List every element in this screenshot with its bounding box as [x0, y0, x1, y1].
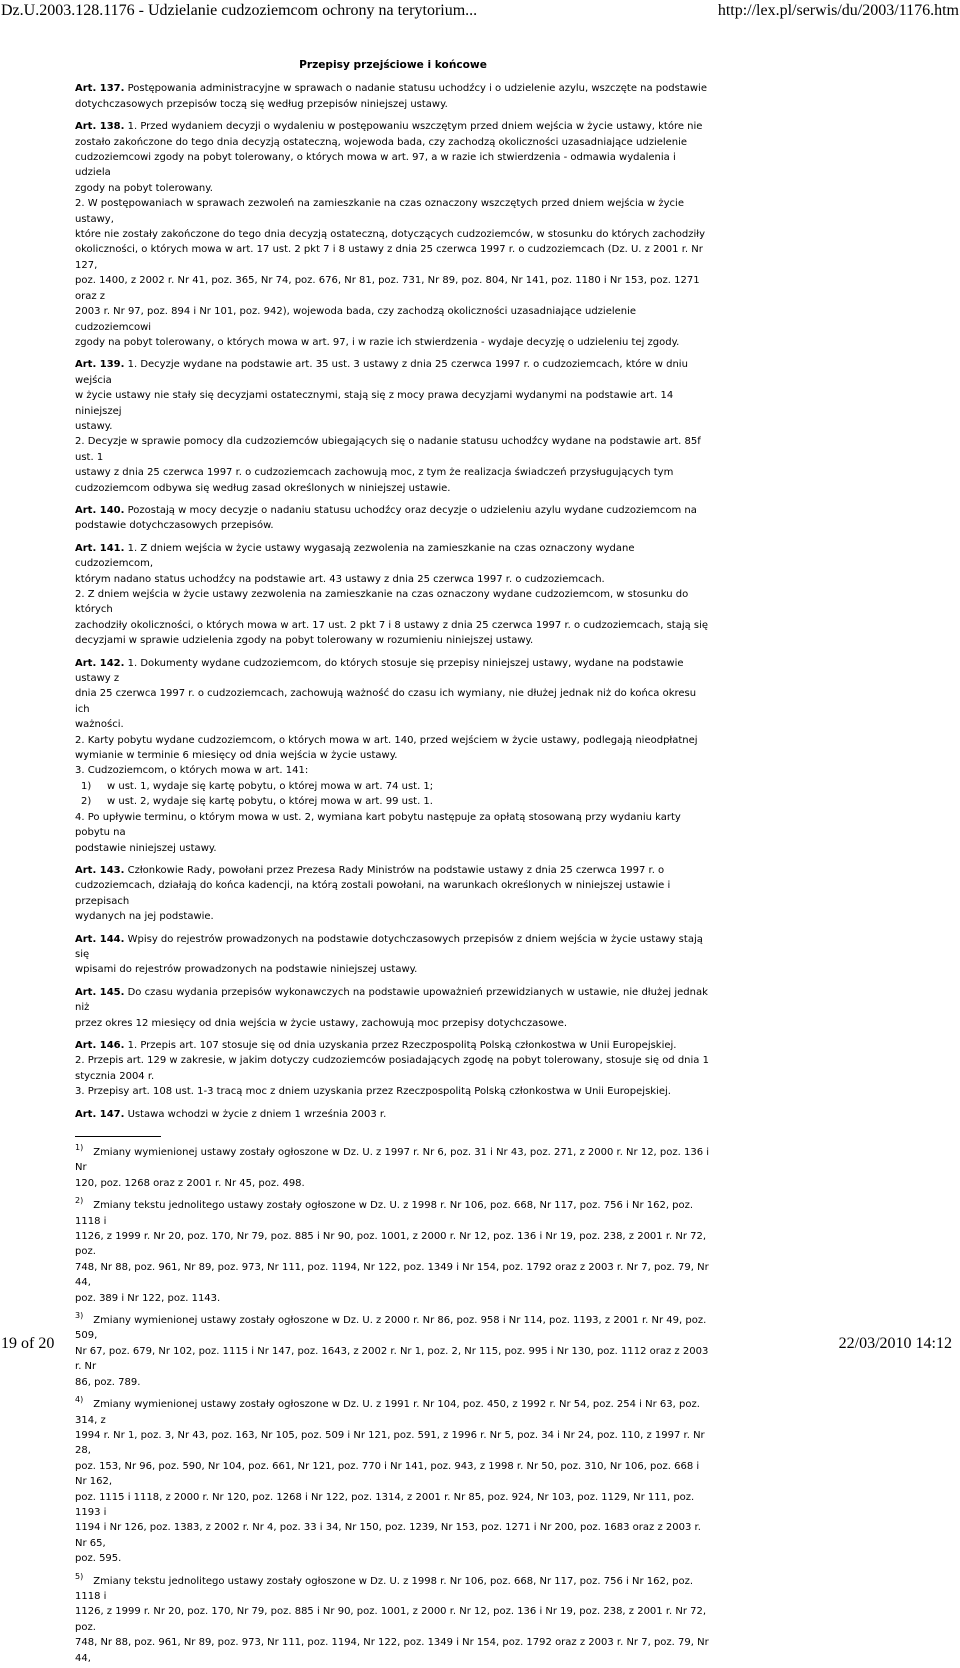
article-line	[75, 357, 711, 388]
article-text: 2. Przepis art. 129 w zakresie, w jakim dotyczy cudzoziemców posiadających zgodę na pobyt tolerowany, stosuje się od dnia 1	[75, 1055, 709, 1067]
footnote	[75, 1140, 711, 1191]
article-text: wpisami do rejestrów prowadzonych na podstawie niniejszej ustawy.	[75, 964, 418, 976]
footnote-text: poz. 1115 i 1118, z 2000 r. Nr 120, poz. 1268 i Nr 122, poz. 1314, z 2001 r. Nr 85, poz. 924, Nr 103, poz. 1129, Nr 111, poz. 1193 i	[75, 1491, 695, 1518]
article-text: cudzoziemcowi zgody na pobyt tolerowany, o których mowa w art. 97, a w razie ich stwierdzenia - odmawia wydalenia i udziela	[75, 152, 676, 179]
article-block	[75, 985, 711, 1031]
article-label: Art. 138.	[75, 121, 125, 133]
footnote-line	[75, 1308, 711, 1344]
article-line	[75, 196, 711, 227]
article-line	[75, 962, 711, 977]
article-block	[75, 119, 711, 350]
article-line	[75, 97, 711, 112]
article-line	[75, 304, 711, 335]
article-text: Pozostają w mocy decyzje o nadaniu statusu uchodźcy oraz decyzje o udzieleniu azylu wydane cudzoziemcom na	[127, 504, 697, 516]
article-text: ważności.	[75, 719, 124, 731]
article-text: 2. W postępowaniach w sprawach zezwoleń na zamieszkanie na czas oznaczony wszczętych przed dniem wejścia w życie ustawy,	[75, 198, 684, 225]
footnote-number: 1)	[75, 1143, 84, 1152]
article-text: podstawie dotychczasowych przepisów.	[75, 520, 274, 532]
footnote-text: Zmiany wymienionej ustawy zostały ogłoszone w Dz. U. z 1997 r. Nr 6, poz. 31 i Nr 43, poz. 271, z 2000 r. Nr 12, poz. 136 i Nr	[75, 1147, 710, 1174]
article-text: w życie ustawy nie stały się decyzjami ostatecznymi, stają się z mocy prawa decyzjami wydanymi na podstawie art. 14 niniejszej	[75, 390, 674, 417]
list-item-number: 2)	[81, 796, 92, 808]
article-text: ustawy z dnia 25 czerwca 1997 r. o cudzoziemcach zachowują moc, z tym że realizacja świadczeń przysługujących tym	[75, 467, 674, 479]
footnote-line	[75, 1375, 711, 1390]
footnote-line	[75, 1344, 711, 1375]
footnote-line	[75, 1229, 711, 1260]
footnote-text: 1126, z 1999 r. Nr 20, poz. 170, Nr 79, poz. 885 i Nr 90, poz. 1001, z 2000 r. Nr 12, poz. 136 i Nr 19, poz. 238, z 2001 r. Nr 72, poz.	[75, 1606, 707, 1633]
footnote-line	[75, 1193, 711, 1229]
footnote-text: poz. 153, Nr 96, poz. 590, Nr 104, poz. 661, Nr 121, poz. 770 i Nr 141, poz. 943, z 1998 r. Nr 50, poz. 310, Nr 106, poz. 668 i Nr 162,	[75, 1460, 700, 1488]
article-line	[75, 733, 711, 748]
article-text: 1. Decyzje wydane na podstawie art. 35 ust. 3 ustawy z dnia 25 czerwca 1997 r. o cudzoziemcach, które w dniu wejścia	[75, 359, 688, 386]
footnote-number: 4)	[75, 1395, 84, 1405]
footnote-text: 1994 r. Nr 1, poz. 3, Nr 43, poz. 163, Nr 105, poz. 509 i Nr 121, poz. 591, z 1996 r. Nr 5, poz. 34 i Nr 24, poz. 110, z 1997 r. Nr 28,	[75, 1429, 705, 1457]
article-label: Art. 140.	[75, 504, 125, 516]
article-text: Członkowie Rady, powołani przez Prezesa Rady Ministrów na podstawie ustawy z dnia 25 czerwca 1997 r. o	[127, 864, 665, 876]
article-label: Art. 144.	[75, 933, 125, 945]
footnote-line	[75, 1490, 711, 1521]
article-text: 3. Przepisy art. 108 ust. 1-3 tracą moc z dniem uzyskania przez Rzeczpospolitą Polską członkostwa w Unii Europejskiej.	[75, 1086, 671, 1098]
article-line: podstawie niniejszej ustawy.	[75, 842, 217, 854]
article-line	[75, 748, 711, 763]
article-line	[75, 717, 711, 732]
article-text: przez okres 12 miesięcy od dnia wejścia w życie ustawy, zachowują moc przepisy dotychczasowe.	[75, 1017, 568, 1029]
article-text: wymianie w terminie 6 miesięcy od dnia wejścia w życie ustawy.	[75, 750, 398, 762]
footnote-line	[75, 1569, 711, 1605]
page-header-url: http://lex.pl/serwis/du/2003/1176.htm	[717, 2, 959, 19]
article-line	[75, 878, 711, 909]
article-block	[75, 1107, 711, 1122]
article-line	[75, 863, 711, 878]
footnote	[75, 1308, 711, 1390]
article-text: zgody na pobyt tolerowany, o których mowa w art. 97, i w razie ich stwierdzenia - wydaje decyzję o udzieleniu tej zgody.	[75, 336, 680, 348]
article-line	[75, 181, 711, 196]
article-text: dnia 25 czerwca 1997 r. o cudzoziemcach, zachowują ważność do czasu ich wymiany, nie dłużej jednak niż do końca okresu ich	[75, 688, 697, 715]
document-body	[75, 58, 711, 1668]
article-line	[75, 81, 711, 96]
article-line	[75, 135, 711, 150]
footnotes-list	[75, 1140, 711, 1666]
footnote-line	[75, 1520, 711, 1551]
article-line	[75, 1038, 711, 1053]
footnote-text: Zmiany tekstu jednolitego ustawy zostały ogłoszone w Dz. U. z 1998 r. Nr 106, poz. 668, Nr 117, poz. 756 i Nr 162, poz. 1118 i	[75, 1575, 694, 1602]
article-line	[75, 656, 711, 687]
article-text: 2. Z dniem wejścia w życie ustawy zezwolenia na zamieszkanie na czas oznaczony wydane cudzoziemcom, w stosunku do których	[75, 589, 689, 616]
article-label: Art. 146.	[75, 1039, 125, 1051]
chapter-title: Przepisy przejściowe i końcowe	[299, 59, 487, 71]
list-item-text: w ust. 1, wydaje się kartę pobytu, o której mowa w art. 74 ust. 1;	[107, 780, 434, 792]
article-text: cudzoziemcach, działają do końca kadencji, na którą zostali powołani, na warunkach określonych w niniejszej ustawie i przepisach	[75, 880, 671, 907]
footnote-text: 1126, z 1999 r. Nr 20, poz. 170, Nr 79, poz. 885 i Nr 90, poz. 1001, z 2000 r. Nr 12, poz. 136 i Nr 19, poz. 238, z 2001 r. Nr 72, poz.	[75, 1231, 707, 1258]
article-text: które nie zostały zakończone do tego dnia decyzją ostateczną, dotyczących cudzoziemców, w stosunku do których zachodziły	[75, 229, 705, 241]
article-line	[75, 763, 711, 778]
article-block	[75, 541, 711, 649]
article-line	[75, 1107, 711, 1122]
article-text: zachodziły okoliczności, o których mowa w art. 17 ust. 2 pkt 7 i 8 ustawy z dnia 25 czerwca 1997 r. o cudzoziemcach, stają się	[75, 619, 709, 631]
article-line	[75, 481, 711, 496]
article-text: stycznia 2004 r.	[75, 1070, 155, 1082]
article-text: dotychczasowych przepisów toczą się według przepisów niniejszej ustawy.	[75, 98, 448, 110]
footnote-line	[75, 1140, 711, 1176]
footnote	[75, 1193, 711, 1306]
list-item	[75, 794, 711, 809]
footnote-number: 2)	[75, 1196, 84, 1206]
article-text: Wpisy do rejestrów prowadzonych na podstawie dotychczasowych przepisów z dniem wejścia w życie ustawy stają się	[75, 933, 703, 960]
print-datetime: 22/03/2010 14:12	[838, 1335, 952, 1352]
article-text: cudzoziemcom odbywa się według zasad określonych w niniejszej ustawie.	[75, 482, 451, 494]
article-line	[75, 985, 711, 1016]
article-text: Ustawa wchodzi w życie z dniem 1 września 2003 r.	[127, 1108, 387, 1120]
footnote-line	[75, 1291, 711, 1306]
article-line	[75, 1084, 711, 1099]
article-text: decyzjami w sprawie udzielenia zgody na pobyt tolerowany w rozumieniu niniejszej ustawy.	[75, 635, 534, 647]
footnote-line	[75, 1604, 711, 1635]
footnote-number: 3)	[75, 1311, 84, 1321]
article-line	[75, 335, 711, 350]
page-header-title: Dz.U.2003.128.1176 - Udzielanie cudzoziemcom ochrony na terytorium...	[1, 2, 478, 19]
article-block	[75, 863, 711, 925]
footnote-number: 5)	[75, 1571, 84, 1581]
article-text: 2. Karty pobytu wydane cudzoziemcom, o których mowa w art. 140, przed wejściem w życie ustawy, podlegają nieodpłatnej	[75, 734, 698, 746]
footnote-line	[75, 1551, 711, 1566]
article-line	[75, 388, 711, 419]
footnote-text: Zmiany wymienionej ustawy zostały ogłoszone w Dz. U. z 1991 r. Nr 104, poz. 450, z 1992 r. Nr 54, poz. 254 i Nr 63, poz. 314, z	[75, 1399, 700, 1426]
article-text: Do czasu wydania przepisów wykonawczych na podstawie upoważnień przewidzianych w ustawie, nie dłużej jednak niż	[75, 986, 708, 1014]
article-label: Art. 147.	[75, 1108, 125, 1120]
articles-list	[75, 81, 711, 1122]
article-label: Art. 145.	[75, 986, 125, 998]
footnote-line	[75, 1635, 711, 1666]
footnote	[75, 1392, 711, 1566]
list-item-text: w ust. 2, wydaje się kartę pobytu, o której mowa w art. 99 ust. 1.	[107, 796, 433, 808]
article-text: 2. Decyzje w sprawie pomocy dla cudzoziemców ubiegających się o nadanie statusu uchodźcy wydane na podstawie art. 85f ust. 1	[75, 436, 701, 463]
article-block	[75, 932, 711, 978]
article-line	[75, 909, 711, 924]
article-block	[75, 81, 711, 112]
footnote-line	[75, 1392, 711, 1428]
article-line	[75, 686, 711, 717]
article-line	[75, 1053, 711, 1068]
article-text: poz. 1400, z 2002 r. Nr 41, poz. 365, Nr 74, poz. 676, Nr 81, poz. 731, Nr 89, poz. 804, Nr 141, poz. 1180 i Nr 153, poz. 1271 oraz z	[75, 275, 700, 302]
article-line	[75, 932, 711, 963]
article-text: którym nadano status uchodźcy na podstawie art. 43 ustawy z dnia 25 czerwca 1997 r. o cudzoziemcach.	[75, 573, 605, 585]
article-line	[75, 633, 711, 648]
footnote-text: 748, Nr 88, poz. 961, Nr 89, poz. 973, Nr 111, poz. 1194, Nr 122, poz. 1349 i Nr 154, poz. 1792 oraz z 2003 r. Nr 7, poz. 79, Nr 44,	[75, 1637, 709, 1664]
article-line	[75, 227, 711, 242]
footnote-separator	[75, 1136, 161, 1137]
article-block	[75, 503, 711, 534]
article-line	[75, 541, 711, 572]
article-line: 4. Po upływie terminu, o którym mowa w ust. 2, wymiana kart pobytu następuje za opłatą stosowaną przy wydaniu karty pobytu na	[75, 811, 681, 839]
article-text: 1. Przed wydaniem decyzji o wydaleniu w postępowaniu wszczętym przed dniem wejścia w życie ustawy, które nie	[127, 121, 703, 133]
article-block	[75, 357, 711, 496]
footnote-text: 748, Nr 88, poz. 961, Nr 89, poz. 973, Nr 111, poz. 1194, Nr 122, poz. 1349 i Nr 154, poz. 1792 oraz z 2003 r. Nr 7, poz. 79, Nr 44,	[75, 1261, 709, 1289]
footnote-text: 120, poz. 1268 oraz z 2001 r. Nr 45, poz. 498.	[75, 1177, 305, 1189]
article-line	[75, 572, 711, 587]
article-text: Postępowania administracyjne w sprawach o nadanie statusu uchodźcy i o udzielenie azylu, wszczęte na podstawie	[127, 83, 707, 95]
article-line	[75, 587, 711, 618]
article-line	[75, 465, 711, 480]
article-label: Art. 143.	[75, 864, 125, 876]
footnote-line	[75, 1176, 711, 1191]
article-line	[75, 119, 711, 134]
footnote-text: 1194 i Nr 126, poz. 1383, z 2002 r. Nr 4, poz. 33 i 34, Nr 150, poz. 1239, Nr 153, poz. 1271 i Nr 200, poz. 1683 oraz z 2003 r. Nr 65,	[75, 1522, 701, 1549]
article-line	[75, 503, 711, 518]
footnote	[75, 1569, 711, 1666]
article-text: 1. Dokumenty wydane cudzoziemcom, do których stosuje się przepisy niniejszej ustawy, wydane na podstawie ustawy z	[75, 657, 684, 685]
article-text: zostało zakończone do tego dnia decyzją ostateczną, wojewoda bada, czy zachodzą okoliczności uzasadniające udzielenie	[75, 136, 688, 148]
footnote-text: Zmiany tekstu jednolitego ustawy zostały ogłoszone w Dz. U. z 1998 r. Nr 106, poz. 668, Nr 117, poz. 756 i Nr 162, poz. 1118 i	[75, 1200, 694, 1227]
footnote-line	[75, 1260, 711, 1291]
article-line	[75, 150, 711, 181]
page-number: 19 of 20	[1, 1335, 55, 1352]
list-item-number: 1)	[81, 780, 92, 792]
footnote-text: Nr 67, poz. 679, Nr 102, poz. 1115 i Nr 147, poz. 1643, z 2002 r. Nr 1, poz. 2, Nr 115, poz. 995 i Nr 130, poz. 1112 oraz z 2003 r. Nr	[75, 1345, 709, 1373]
footnote-text: poz. 389 i Nr 122, poz. 1143.	[75, 1292, 221, 1304]
article-line	[75, 1016, 711, 1031]
article-label: Art. 139.	[75, 359, 125, 371]
article-text: 1. Z dniem wejścia w życie ustawy wygasają zezwolenia na zamieszkanie na czas oznaczony wydane cudzoziemcom,	[75, 542, 635, 570]
article-line	[75, 273, 711, 304]
article-text: okoliczności, o których mowa w art. 17 ust. 2 pkt 7 i 8 ustawy z dnia 25 czerwca 1997 r. o cudzoziemcach (Dz. U. z 2001 r. Nr 127,	[75, 244, 703, 271]
footnote-text: Zmiany wymienionej ustawy zostały ogłoszone w Dz. U. z 2000 r. Nr 86, poz. 958 i Nr 114, poz. 1193, z 2001 r. Nr 49, poz. 509,	[75, 1315, 707, 1342]
list-item	[75, 779, 711, 794]
footnote-line	[75, 1459, 711, 1490]
article-block	[75, 656, 711, 856]
article-text: wydanych na jej podstawie.	[75, 911, 214, 923]
article-block	[75, 1038, 711, 1100]
article-line	[75, 419, 711, 434]
article-line	[75, 242, 711, 273]
article-text: 2003 r. Nr 97, poz. 894 i Nr 101, poz. 942), wojewoda bada, czy zachodzą okoliczności uzasadniające udzielenie cudzoziemcowi	[75, 306, 637, 333]
article-line	[75, 1069, 711, 1084]
article-label: Art. 141.	[75, 542, 125, 554]
footnote-text: poz. 595.	[75, 1553, 122, 1565]
footnote-text: 86, poz. 789.	[75, 1376, 141, 1388]
article-text: 3. Cudzoziemcom, o których mowa w art. 141:	[75, 765, 309, 777]
article-text: ustawy.	[75, 420, 113, 432]
article-line	[75, 618, 711, 633]
article-line	[75, 518, 711, 533]
article-label: Art. 137.	[75, 83, 125, 95]
article-text: 1. Przepis art. 107 stosuje się od dnia uzyskania przez Rzeczpospolitą Polską członkostwa w Unii Europejskiej.	[127, 1039, 677, 1051]
article-label: Art. 142.	[75, 657, 125, 669]
article-line	[75, 434, 711, 465]
article-text: zgody na pobyt tolerowany.	[75, 182, 213, 194]
footnote-line	[75, 1428, 711, 1459]
